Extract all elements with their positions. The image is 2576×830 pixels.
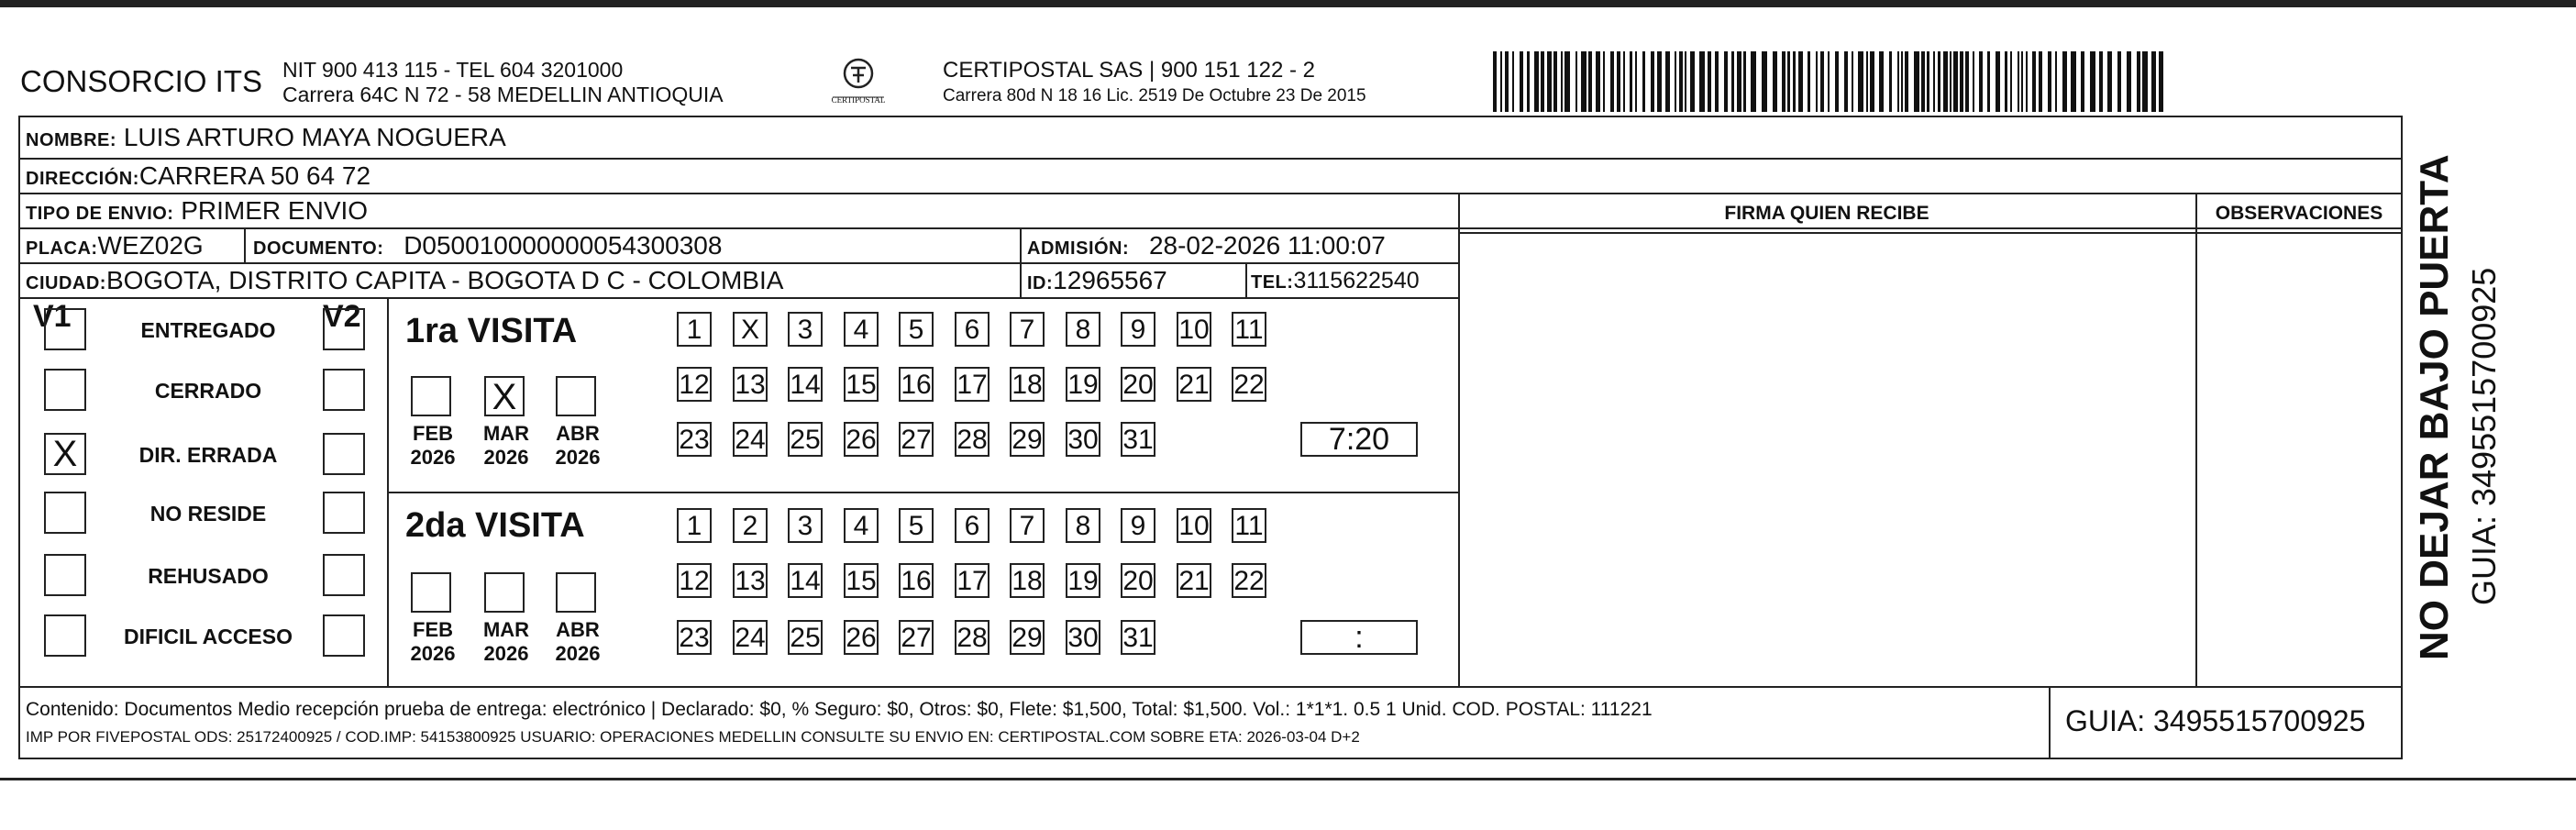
contents-line: Contenido: Documentos Medio recepción prueba de entrega: electrónico | Declarado: $0, % Seguro: $0, Otros: $0, Flete: $1,500, Total: $1,500. Vol.: 1*1*1. 0.5 1 Unid. COD. POSTAL: 111221 (26, 699, 1653, 720)
day-box[interactable]: 10 (1177, 508, 1211, 543)
day-box[interactable]: 18 (1010, 563, 1045, 598)
license-line: Carrera 80d N 18 16 Lic. 2519 De Octubre 23 De 2015 (943, 86, 1366, 105)
v2-checkbox[interactable] (323, 614, 365, 657)
year-label: 2026 (483, 446, 529, 469)
day-box[interactable]: 30 (1066, 422, 1100, 457)
year-label: 2026 (483, 642, 529, 665)
nombre-label: NOMBRE: (26, 130, 117, 150)
status-label: ENTREGADO (140, 318, 276, 342)
day-box[interactable]: 15 (844, 563, 879, 598)
delivery-form (18, 116, 2403, 759)
admision-label: ADMISIÓN: (1027, 238, 1130, 259)
status-label: DIFICIL ACCESO (123, 625, 293, 648)
day-box[interactable]: 26 (844, 422, 879, 457)
nombre-row (26, 123, 506, 155)
day-box[interactable]: 4 (844, 312, 879, 347)
day-box[interactable]: 15 (844, 367, 879, 402)
day-box[interactable]: 1 (677, 508, 712, 543)
month-label: MAR (482, 618, 530, 641)
id-label: ID: (1027, 273, 1054, 293)
month-label: FEB (413, 618, 453, 641)
logo-wordmark: CERTIPOSTAL (831, 95, 886, 105)
tipo-row (26, 196, 368, 228)
certipostal-logo (825, 55, 891, 110)
year-label: 2026 (410, 642, 456, 665)
day-box[interactable]: 11 (1232, 508, 1266, 543)
admision-field (1027, 231, 1386, 263)
year-label: 2026 (555, 446, 601, 469)
firma-header: FIRMA QUIEN RECIBE (1724, 203, 1929, 224)
month-checkbox[interactable] (411, 572, 451, 613)
tel-field (1251, 266, 1420, 297)
day-box[interactable]: 13 (733, 367, 768, 402)
day-box[interactable]: 3 (788, 508, 823, 543)
id-value: 12965567 (1053, 266, 1167, 294)
observaciones-header: OBSERVACIONES (2215, 203, 2383, 224)
documento-value: D050010000000054300308 (404, 231, 723, 260)
day-box[interactable]: 12 (677, 367, 712, 402)
month-checkbox[interactable] (556, 376, 596, 416)
day-box[interactable]: 10 (1177, 312, 1211, 347)
day-box[interactable]: 29 (1010, 620, 1045, 655)
direccion-row (26, 161, 370, 194)
year-label: 2026 (555, 642, 601, 665)
company-name: CONSORCIO ITS (20, 64, 263, 98)
placa-field (26, 231, 204, 263)
day-box[interactable]: 20 (1121, 563, 1155, 598)
day-box[interactable]: 7 (1010, 312, 1045, 347)
day-box[interactable]: 21 (1177, 563, 1211, 598)
status-label: NO RESIDE (149, 502, 267, 526)
v1-header: V1 (33, 299, 72, 334)
barcode (1493, 51, 2173, 112)
day-box[interactable]: 24 (733, 620, 768, 655)
time-box[interactable]: 7:20 (1300, 422, 1418, 457)
month-checkbox[interactable] (556, 572, 596, 613)
nombre-value: LUIS ARTURO MAYA NOGUERA (123, 123, 506, 151)
guia-footer: GUIA: 3495515700925 (2065, 704, 2366, 737)
day-box[interactable]: 25 (788, 422, 823, 457)
day-box[interactable]: 14 (788, 367, 823, 402)
ciudad-field (26, 266, 783, 298)
day-box[interactable]: 8 (1066, 508, 1100, 543)
day-box[interactable]: 18 (1010, 367, 1045, 402)
visit1-title: 1ra VISITA (405, 312, 578, 350)
year-label: 2026 (410, 446, 456, 469)
day-box[interactable]: 30 (1066, 620, 1100, 655)
v1-checkbox[interactable] (44, 492, 86, 534)
day-box[interactable]: 6 (955, 508, 989, 543)
placa-label: PLACA: (26, 238, 98, 259)
day-box[interactable]: 3 (788, 312, 823, 347)
documento-field (253, 231, 722, 263)
v1-checkbox[interactable]: X (44, 433, 86, 475)
tipo-value: PRIMER ENVIO (181, 196, 369, 225)
month-label: FEB (413, 422, 453, 445)
ciudad-label: CIUDAD: (26, 273, 106, 293)
nit-line: NIT 900 413 115 - TEL 604 3201000 (282, 58, 624, 82)
v1-checkbox[interactable] (44, 554, 86, 596)
day-box[interactable]: 27 (899, 620, 934, 655)
placa-value: WEZ02G (97, 231, 204, 260)
imp-line: IMP POR FIVEPOSTAL ODS: 25172400925 / COD.IMP: 54153800925 USUARIO: OPERACIONES MEDELLIN CONSULTE SU ENVIO EN: CERTIPOSTAL.COM SOBRE ETA: 2026-03-04 D+2 (26, 728, 1360, 746)
day-box[interactable]: 31 (1121, 620, 1155, 655)
day-box[interactable]: 9 (1121, 312, 1155, 347)
tel-value: 3115622540 (1293, 268, 1420, 293)
day-box[interactable]: 20 (1121, 367, 1155, 402)
day-box[interactable]: 5 (899, 312, 934, 347)
direccion-value: CARRERA 50 64 72 (138, 161, 371, 190)
admision-value: 28-02-2026 11:00:07 (1148, 231, 1386, 260)
v1-checkbox[interactable] (44, 308, 86, 350)
time-box[interactable]: : (1300, 620, 1418, 655)
day-box[interactable]: 11 (1232, 312, 1266, 347)
day-box[interactable]: 16 (899, 367, 934, 402)
no-dejar-bajo-puerta: NO DEJAR BAJO PUERTA (2412, 154, 2457, 660)
day-box[interactable]: 22 (1232, 367, 1266, 402)
day-box[interactable]: 1 (677, 312, 712, 347)
v1-checkbox[interactable] (44, 369, 86, 411)
v2-checkbox[interactable] (323, 308, 365, 350)
address-line: Carrera 64C N 72 - 58 MEDELLIN ANTIOQUIA (282, 83, 724, 106)
day-box[interactable]: 25 (788, 620, 823, 655)
day-box[interactable]: 29 (1010, 422, 1045, 457)
v1-checkbox[interactable] (44, 614, 86, 657)
month-checkbox[interactable] (411, 376, 451, 416)
day-box[interactable]: X (733, 312, 768, 347)
day-box[interactable]: 23 (677, 620, 712, 655)
day-box[interactable]: 2 (733, 508, 768, 543)
day-box[interactable]: 5 (899, 508, 934, 543)
day-box[interactable]: 13 (733, 563, 768, 598)
direccion-label: DIRECCIÓN: (26, 169, 139, 189)
id-field (1027, 266, 1167, 298)
month-checkbox[interactable] (484, 572, 525, 613)
ciudad-value: BOGOTA, DISTRITO CAPITA - BOGOTA D C - COLOMBIA (105, 266, 784, 294)
day-box[interactable]: 19 (1066, 367, 1100, 402)
carrier-info (943, 58, 1366, 109)
tipo-label: TIPO DE ENVIO: (26, 204, 174, 224)
month-label: ABR (556, 618, 600, 641)
day-box[interactable]: 7 (1010, 508, 1045, 543)
month-label: ABR (556, 422, 600, 445)
day-box[interactable]: 19 (1066, 563, 1100, 598)
carrier-line: CERTIPOSTAL SAS | 900 151 122 - 2 (943, 58, 1315, 83)
day-box[interactable]: 14 (788, 563, 823, 598)
day-box[interactable]: 31 (1121, 422, 1155, 457)
day-box[interactable]: 9 (1121, 508, 1155, 543)
tel-label: TEL: (1251, 272, 1294, 293)
day-box[interactable]: 16 (899, 563, 934, 598)
day-box[interactable]: 27 (899, 422, 934, 457)
v2-header: V2 (323, 299, 361, 334)
v2-checkbox[interactable] (323, 369, 365, 411)
day-box[interactable]: 12 (677, 563, 712, 598)
day-box[interactable]: 4 (844, 508, 879, 543)
status-label: REHUSADO (148, 564, 269, 588)
day-box[interactable]: 28 (955, 620, 989, 655)
month-checkbox[interactable]: X (484, 376, 525, 416)
day-box[interactable]: 6 (955, 312, 989, 347)
day-box[interactable]: 28 (955, 422, 989, 457)
top-border (0, 0, 2576, 7)
bottom-border (0, 778, 2576, 830)
company-info (282, 58, 724, 107)
day-box[interactable]: 24 (733, 422, 768, 457)
v2-checkbox[interactable] (323, 554, 365, 596)
documento-label: DOCUMENTO: (253, 238, 384, 259)
status-label: CERRADO (154, 379, 262, 403)
visit2-title: 2da VISITA (405, 506, 585, 545)
day-box[interactable]: 22 (1232, 563, 1266, 598)
month-label: MAR (482, 422, 530, 445)
day-box[interactable]: 26 (844, 620, 879, 655)
side-guia: GUIA: 3495515700925 (2465, 267, 2503, 605)
day-box[interactable]: 23 (677, 422, 712, 457)
v2-checkbox[interactable] (323, 433, 365, 475)
status-label: DIR. ERRADA (138, 443, 278, 467)
v2-checkbox[interactable] (323, 492, 365, 534)
day-box[interactable]: 21 (1177, 367, 1211, 402)
day-box[interactable]: 17 (955, 563, 989, 598)
day-box[interactable]: 17 (955, 367, 989, 402)
day-box[interactable]: 8 (1066, 312, 1100, 347)
